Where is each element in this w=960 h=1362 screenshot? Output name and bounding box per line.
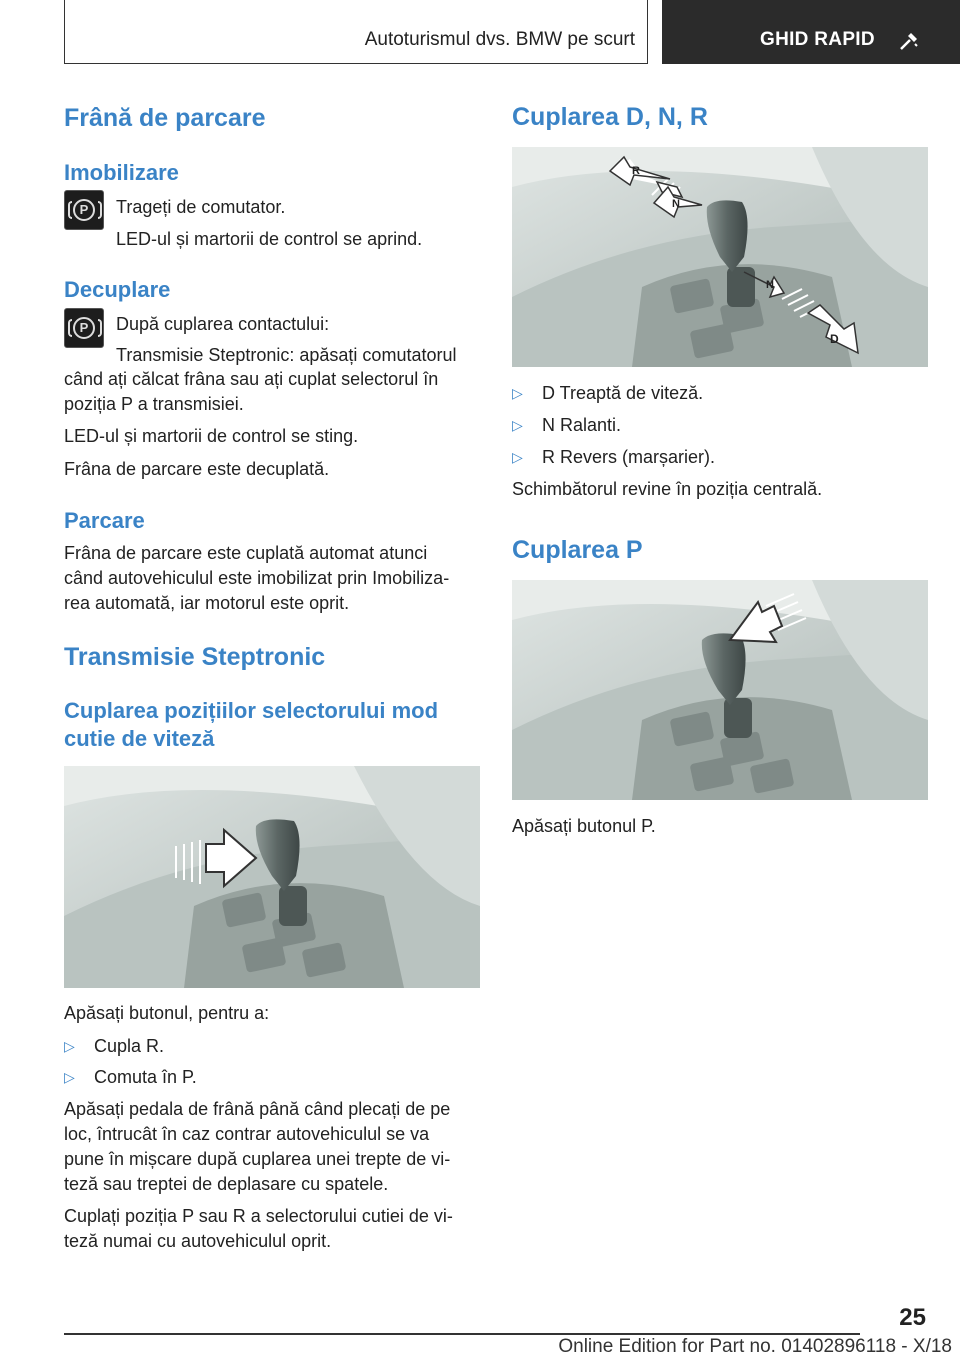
heading-dnr: Cuplarea D, N, R — [512, 103, 708, 131]
heading-parking: Parcare — [64, 508, 145, 533]
note-line4: teză sau treptei de deplasare cu spatele. — [64, 1174, 389, 1194]
dnr-bullet-text: D Treaptă de viteză. — [542, 383, 704, 403]
dnr-illustration — [512, 147, 928, 367]
note-line3: pune în mișcare după cuplarea unei trepte de vi- — [64, 1149, 451, 1169]
park-note: Apăsați butonul P. — [512, 816, 656, 836]
dnr-note: Schimbătorul revine în poziția centrală. — [512, 479, 823, 499]
note2-line1: Cuplați poziția P sau R a selectorului cutiei de vi- — [64, 1206, 453, 1226]
park-button-illustration — [512, 580, 928, 800]
dnr-bullet-text: N Ralanti. — [542, 415, 622, 435]
note2-line2: teză numai cu autovehiculul oprit. — [64, 1231, 332, 1251]
parking-brake-icon: P — [64, 308, 104, 348]
selector-bullet-text: Comuta în P. — [94, 1067, 197, 1087]
parking-brake-icon: P — [64, 190, 104, 230]
wrench-tool-icon — [898, 30, 920, 52]
header-quick-guide-tab — [662, 0, 960, 64]
dnr-label-d: D — [830, 332, 839, 346]
footer-divider — [64, 1333, 860, 1335]
header-section-title: Autoturismul dvs. BMW pe scurt — [364, 29, 635, 50]
dnr-label-n-upper: N — [672, 198, 680, 210]
dnr-label-n-lower: N — [766, 279, 774, 291]
selector-intro: Apăsați butonul, pentru a: — [64, 1003, 270, 1023]
parking-line3: rea automată, iar motorul este oprit. — [64, 593, 350, 613]
dnr-bullet-text: R Revers (marșarier). — [542, 447, 716, 467]
release-step-2-line1: Transmisie Steptronic: apăsați comutatorul — [116, 345, 457, 365]
selector-bullet-text: Cupla R. — [94, 1036, 165, 1056]
heading-parking-brake: Frână de parcare — [64, 104, 266, 132]
parking-line2: când autovehiculul este imobilizat prin Imobiliza- — [64, 568, 450, 588]
heading-selector-line2: cutie de viteză — [64, 726, 215, 751]
note-line1: Apăsați pedala de frână până când plecați de pe — [64, 1099, 451, 1119]
release-step-1: După cuplarea contactului: — [116, 314, 330, 334]
header-quick-guide-title: GHID RAPID — [760, 29, 875, 50]
release-step-2-line2: când ați călcat frâna sau ați cuplat selectorul în — [64, 369, 439, 389]
release-step-3: LED-ul și martorii de control se sting. — [64, 426, 359, 446]
heading-steptronic: Transmisie Steptronic — [64, 643, 326, 671]
footer-edition: Online Edition for Part no. 01402896118 - X/18 — [558, 1336, 952, 1357]
immobilize-step-2: LED-ul și martorii de control se aprind. — [116, 229, 423, 249]
immobilize-step-1: Trageți de comutator. — [116, 197, 286, 217]
heading-immobilize: Imobilizare — [64, 160, 179, 185]
note-line2: loc, întrucât în caz contrar autovehiculul se va — [64, 1124, 430, 1144]
page-number: 25 — [899, 1304, 926, 1331]
heading-selector-line1: Cuplarea pozițiilor selectorului mod — [64, 698, 439, 723]
heading-park: Cuplarea P — [512, 536, 643, 564]
parking-line1: Frâna de parcare este cuplată automat atunci — [64, 543, 428, 563]
dnr-label-r: R — [632, 165, 640, 177]
heading-release: Decuplare — [64, 277, 171, 302]
header-section-tab — [64, 0, 648, 64]
release-step-4: Frâna de parcare este decuplată. — [64, 459, 330, 479]
gear-selector-illustration — [64, 766, 480, 988]
release-step-2-line3: poziția P a transmisiei. — [64, 394, 244, 414]
